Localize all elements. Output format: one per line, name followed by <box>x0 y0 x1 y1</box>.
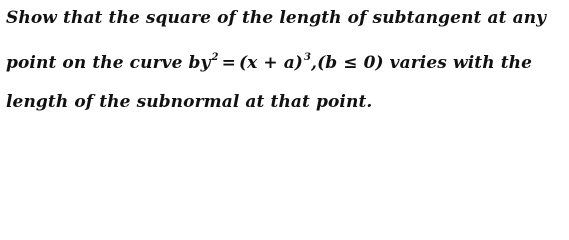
problem-line-2 <box>6 52 532 74</box>
equation-condition: (b ≤ 0) <box>317 53 384 73</box>
problem-line-3: length of the subnormal at that point. <box>6 92 373 112</box>
problem-line-1: Show that the square of the length of subtangent at any <box>6 8 547 28</box>
equation-lhs-exponent: 2 <box>211 52 219 63</box>
equation-separator: , <box>311 53 318 73</box>
line2-text-before: point on the curve <box>6 53 183 73</box>
equation-rhs-exponent: 3 <box>303 52 312 63</box>
equation-lhs: by <box>188 53 211 73</box>
line2-text-after: varies with the <box>389 53 533 73</box>
equation <box>189 53 384 73</box>
equation-rhs: (x + a) <box>238 53 303 73</box>
equals-sign: = <box>221 53 236 73</box>
